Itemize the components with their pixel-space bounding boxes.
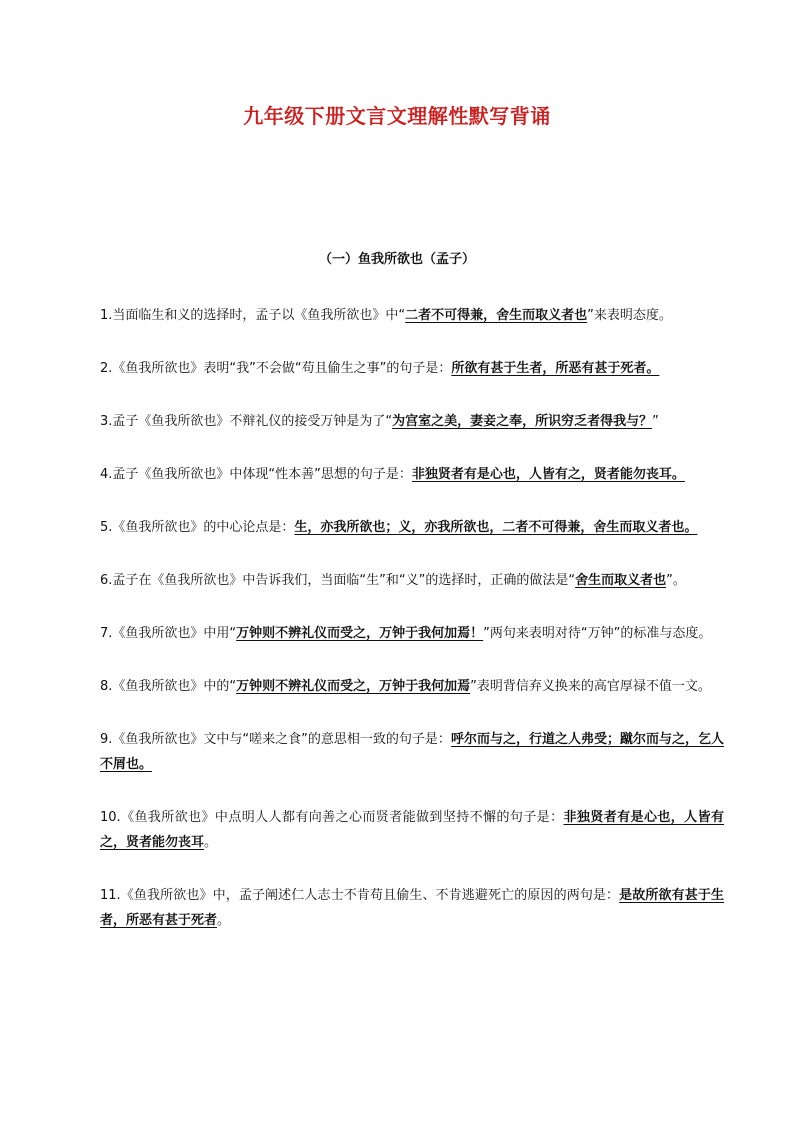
question-text: 3.孟子《鱼我所欲也》不辩礼仪的接受万钟是为了“	[100, 414, 393, 429]
question-tail: ”两句来表明对待“万钟”的标准与态度。	[483, 626, 712, 641]
answer-text: 呼尔而与之，行道之人弗受；蹴尔而与之，乞人不屑也。	[100, 732, 724, 772]
answer-text: 非独贤者有是心也，人皆有之，贤者能勿丧耳。	[411, 467, 685, 482]
answer-text: 是故所欲有甚于生者，所恶有甚于死者	[100, 888, 724, 928]
question-text: 6.孟子在《鱼我所欲也》中告诉我们，当面临“生”和“义”的选择时，正确的做法是“	[100, 573, 576, 588]
question-text: 4.孟子《鱼我所欲也》中体现“性本善”思想的句子是：	[100, 467, 412, 482]
answer-text: 万钟则不辨礼仪而受之，万钟于我何加焉！	[236, 626, 484, 641]
answer-text: 舍生而取义者也	[575, 573, 667, 588]
question-tail: ”表明背信弃义换来的高官厚禄不值一文。	[470, 679, 711, 694]
question-text: 7.《鱼我所欲也》中用“	[100, 626, 237, 641]
question-text: 2.《鱼我所欲也》表明“我”不会做“苟且偷生之事”的句子是：	[100, 361, 452, 376]
question-item	[100, 303, 724, 328]
question-text: 1.当面临生和义的选择时，孟子以《鱼我所欲也》中“	[100, 308, 406, 323]
question-item	[100, 462, 724, 487]
question-tail: ”。	[666, 573, 686, 588]
question-item	[100, 727, 724, 777]
question-item	[100, 356, 724, 381]
question-text: 11.《鱼我所欲也》中，孟子阐述仁人志士不肯苟且偷生、不肯逃避死亡的原因的两句是：	[100, 888, 620, 903]
answer-text: 二者不可得兼，舍生而取义者也	[405, 308, 588, 323]
question-item	[100, 515, 724, 540]
question-tail: 。	[217, 913, 231, 928]
answer-text: 万钟则不辨礼仪而受之，万钟于我何加焉	[236, 679, 471, 694]
question-text: 8.《鱼我所欲也》中的“	[100, 679, 237, 694]
question-list	[100, 290, 724, 961]
question-item	[100, 568, 724, 593]
question-text: 9.《鱼我所欲也》文中与“嗟来之食”的意思相一致的句子是：	[100, 732, 451, 747]
question-tail: ”	[652, 414, 659, 429]
answer-text: 非独贤者有是心也，人皆有之，贤者能勿丧耳	[100, 810, 724, 850]
answer-text: 所欲有甚于生者，所恶有甚于死者。	[451, 361, 660, 376]
question-tail: ”来表明态度。	[587, 308, 672, 323]
question-item	[100, 805, 724, 855]
section-title: （一）鱼我所欲也（孟子）	[318, 252, 475, 267]
question-item	[100, 674, 724, 699]
answer-text: 生，亦我所欲也；义，亦我所欲也，二者不可得兼，舍生而取义者也。	[294, 520, 698, 535]
document-title: 九年级下册文言文理解性默写背诵	[243, 104, 551, 128]
question-item	[100, 883, 724, 933]
question-text: 5.《鱼我所欲也》的中心论点是：	[100, 520, 295, 535]
question-item	[100, 621, 724, 646]
question-item	[100, 409, 724, 434]
question-text: 10.《鱼我所欲也》中点明人人都有向善之心而贤者能做到坚持不懈的句子是：	[100, 810, 564, 825]
answer-text: 为宫室之美，妻妾之奉，所识穷乏者得我与？	[392, 414, 653, 429]
question-tail: 。	[204, 835, 218, 850]
